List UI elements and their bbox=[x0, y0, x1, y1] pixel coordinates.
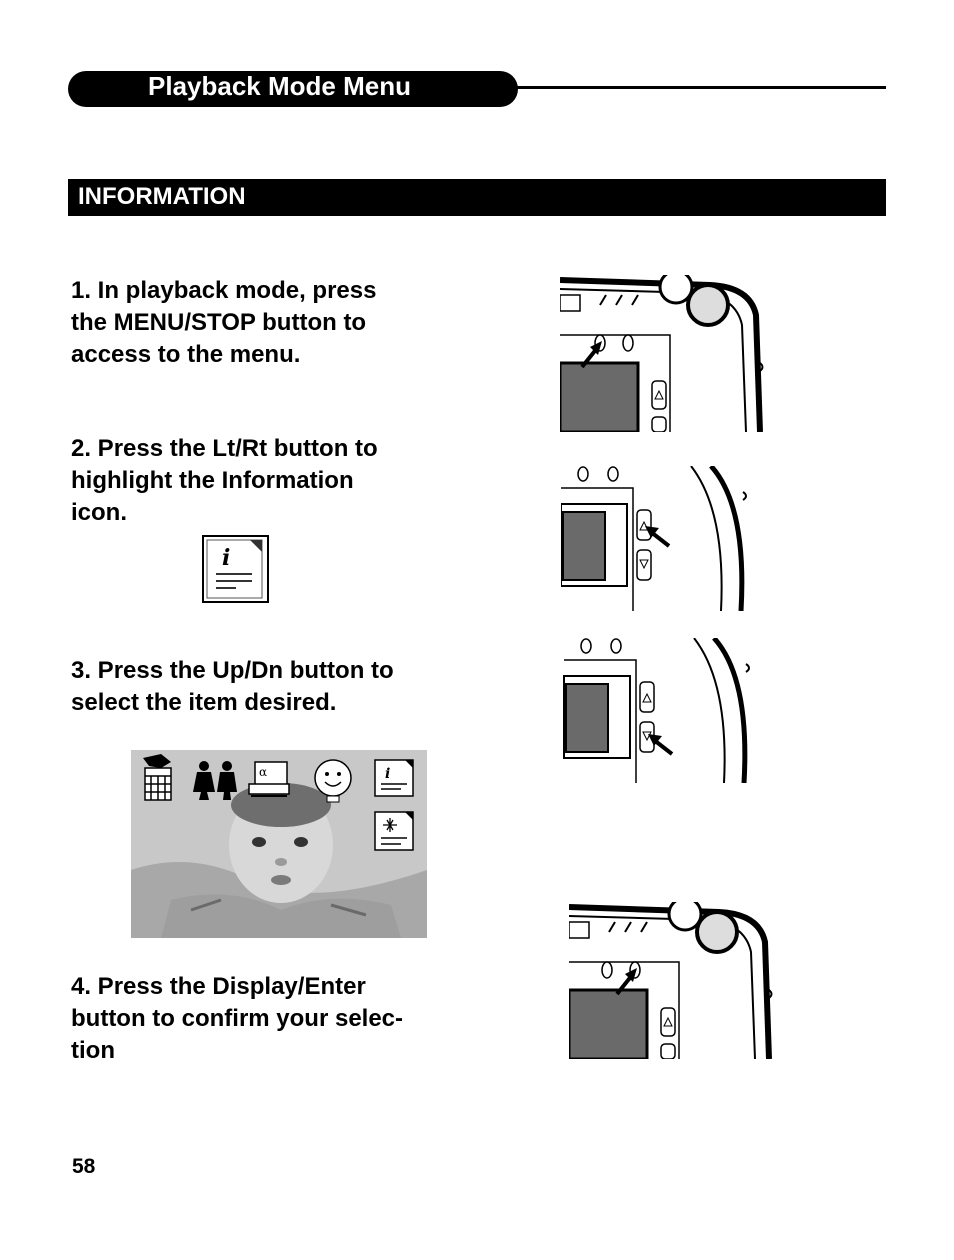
delete-trash-icon bbox=[143, 754, 171, 800]
step-4-line-3: tion bbox=[71, 1037, 115, 1064]
info-doc-icon bbox=[375, 760, 413, 796]
step-1-line-3: access to the menu. bbox=[71, 341, 301, 368]
step-2-line-3: icon. bbox=[71, 499, 128, 526]
step-3-line-2: select the item desired. bbox=[71, 689, 337, 716]
header-rule bbox=[512, 86, 886, 89]
step-4-line-2: button to confirm your selec- bbox=[71, 1005, 404, 1032]
svg-text:i: i bbox=[222, 545, 231, 571]
camera-illustration-3 bbox=[562, 638, 754, 783]
slideshow-doc-icon bbox=[375, 812, 413, 850]
step-3-text bbox=[71, 655, 461, 719]
step-2-line-1: 2. Press the Lt/Rt button to bbox=[71, 435, 378, 462]
camera-illustration-2 bbox=[561, 466, 751, 611]
camera-illustration-1 bbox=[560, 275, 770, 432]
print-icon bbox=[249, 762, 289, 796]
section-title: INFORMATION bbox=[78, 183, 246, 210]
step-2-line-2: highlight the Information bbox=[71, 467, 354, 494]
step-1-text bbox=[71, 275, 461, 371]
step-4-text bbox=[71, 971, 461, 1067]
playback-menu-screenshot bbox=[131, 750, 427, 938]
svg-text:i: i bbox=[385, 766, 391, 782]
step-3-line-1: 3. Press the Up/Dn button to bbox=[71, 657, 394, 684]
page-number: 58 bbox=[72, 1155, 96, 1178]
svg-text:α: α bbox=[259, 765, 268, 779]
step-1-line-2: the MENU/STOP button to bbox=[71, 309, 367, 336]
page-title: Playback Mode Menu bbox=[148, 71, 411, 101]
camera-illustration-4 bbox=[569, 902, 779, 1059]
information-icon bbox=[202, 535, 269, 603]
step-1-line-1: 1. In playback mode, press bbox=[71, 277, 377, 304]
step-2-text bbox=[71, 433, 461, 529]
step-4-line-1: 4. Press the Display/Enter bbox=[71, 973, 366, 1000]
